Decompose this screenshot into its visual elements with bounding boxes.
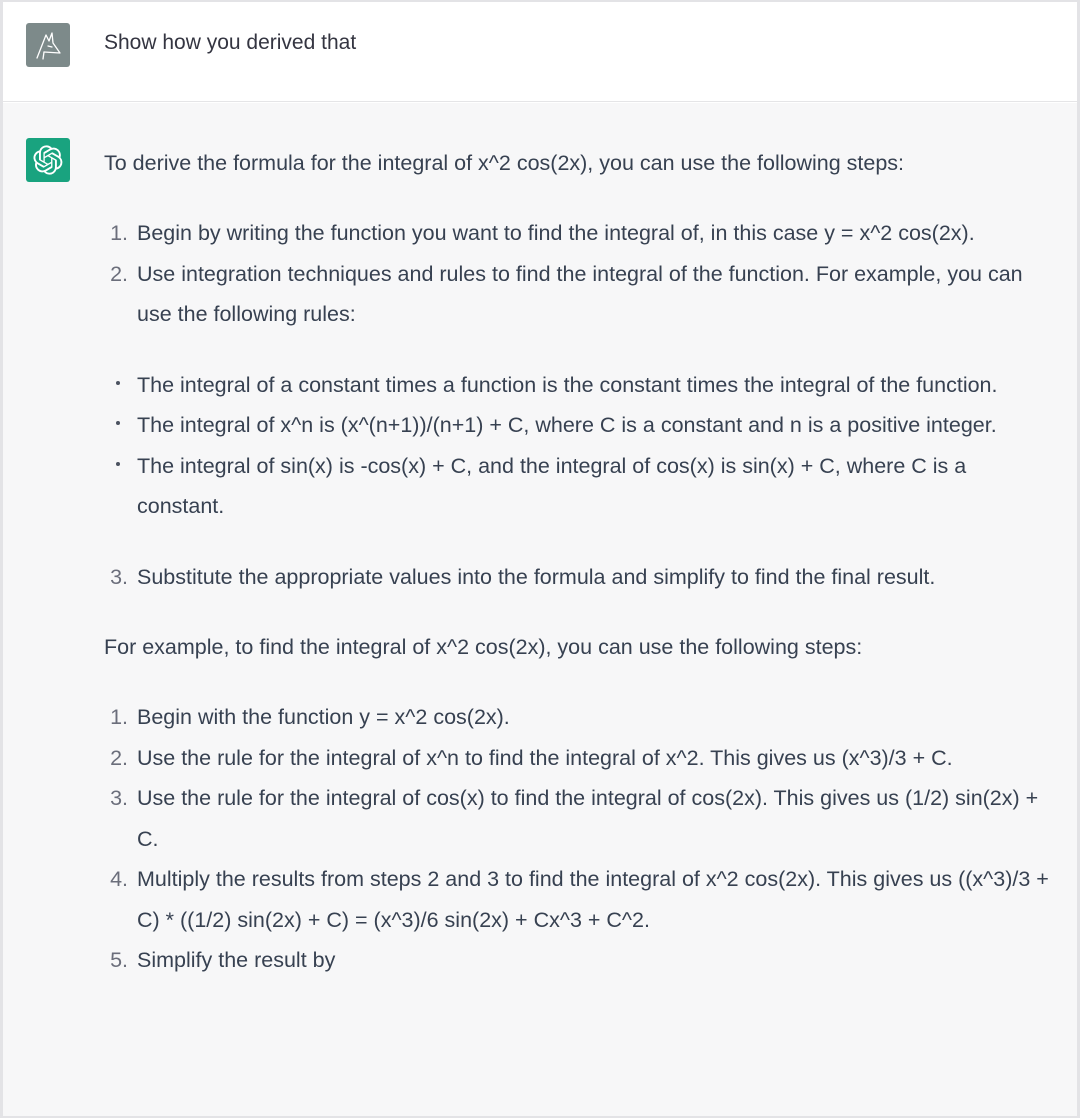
list-item	[104, 940, 1059, 981]
bullet-text: The integral of x^n is (x^(n+1))/(n+1) + C, where C is a constant and n is a positive integer.	[137, 413, 997, 437]
bullet-dot	[116, 381, 120, 385]
list-item-text: Multiply the results from steps 2 and 3 to find the integral of x^2 cos(2x). This gives us ((x^3)/3 + C) * ((1/2) sin(2x) + C) = (x^3)/6 sin(2x) + Cx^3 + C^2.	[137, 867, 1049, 932]
example-intro-paragraph: For example, to find the integral of x^2 cos(2x), you can use the following steps:	[104, 635, 863, 659]
user-fox-avatar-icon	[26, 23, 70, 67]
list-item-text: Simplify the result by	[137, 948, 336, 972]
list-number: 1.	[110, 221, 128, 245]
bullet-dot	[116, 421, 120, 425]
openai-logo-icon	[26, 138, 70, 182]
list-item	[104, 738, 1059, 779]
list-number: 5.	[110, 948, 128, 972]
list-number: 3.	[110, 786, 128, 810]
list-item	[104, 557, 1059, 598]
list-item-text: Begin by writing the function you want to find the integral of, in this case y = x^2 cos(2x).	[137, 221, 975, 245]
bullet-item	[104, 405, 1059, 446]
assistant-message-content	[104, 143, 1059, 981]
bullet-text: The integral of sin(x) is -cos(x) + C, and the integral of cos(x) is sin(x) + C, where C is a constant.	[137, 453, 967, 518]
assistant-message-row	[3, 103, 1077, 1116]
list-item-text: Begin with the function y = x^2 cos(2x).	[137, 705, 510, 729]
list-item	[104, 213, 1059, 254]
list-item-text: Use the rule for the integral of cos(x) to find the integral of cos(2x). This gives us (1/2) sin(2x) + C.	[137, 786, 1039, 851]
list-item	[104, 859, 1059, 940]
list-item-text: Substitute the appropriate values into the formula and simplify to find the final result.	[137, 564, 936, 589]
list-item	[104, 254, 1059, 335]
list-number: 2.	[110, 261, 128, 286]
general-steps-list-cont	[104, 557, 1059, 598]
bullet-dot	[116, 462, 120, 466]
bullet-item	[104, 446, 1059, 527]
list-number: 1.	[110, 705, 128, 729]
user-message-row	[3, 2, 1077, 102]
bullet-item	[104, 365, 1059, 406]
list-item	[104, 778, 1059, 859]
rules-bullet-list	[104, 365, 1059, 527]
bullet-text: The integral of a constant times a function is the constant times the integral of the function.	[137, 372, 998, 397]
list-number: 2.	[110, 745, 128, 770]
example-steps-list	[104, 697, 1059, 981]
list-number: 3.	[110, 564, 128, 589]
list-item-text: Use the rule for the integral of x^n to find the integral of x^2. This gives us (x^3)/3 + C.	[137, 745, 953, 770]
general-steps-list	[104, 213, 1059, 335]
list-item	[104, 697, 1059, 738]
list-number: 4.	[110, 867, 128, 891]
list-item-text: Use integration techniques and rules to find the integral of the function. For example, you can use the following rules:	[137, 261, 1023, 326]
user-message-text: Show how you derived that	[104, 31, 357, 54]
intro-paragraph: To derive the formula for the integral of x^2 cos(2x), you can use the following steps:	[104, 151, 905, 175]
